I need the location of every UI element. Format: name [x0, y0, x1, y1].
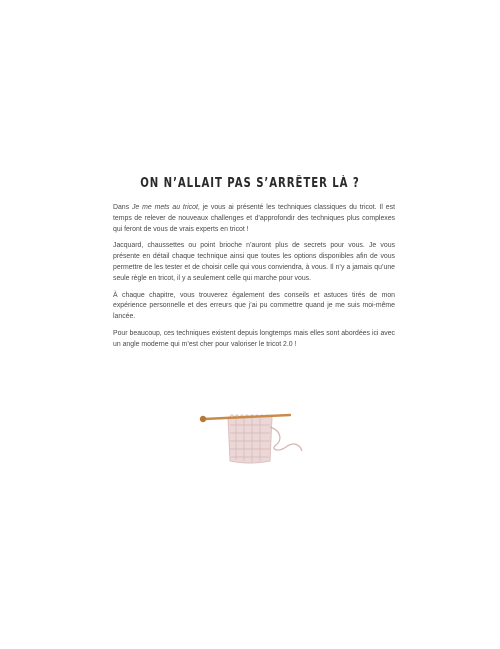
- paragraph-3: À chaque chapitre, vous trouverez également des conseils et astuces tirés de mon expérience personnelle et des erreurs que j’ai pu commettre quand je me suis moi-même lancée.: [113, 291, 395, 321]
- paragraph-2: Jacquard, chaussettes ou point brioche n’auront plus de secrets pour vous. Je vous présente en détail chaque technique ainsi que toutes les options disponibles afin de vous permettre de les tester et de choisir celle qui vous conviendra, à vous. Il n’y a jamais qu’une seule règle en tricot, il y a seulement celle qui marche pour vous.: [113, 242, 395, 282]
- page-title: ON N’ALLAIT PAS S’ARRÊTER LÀ ?: [140, 176, 360, 191]
- book-title-emphasis: Je me mets au tricot: [131, 204, 198, 211]
- paragraph-1: Dans Je me mets au tricot, je vous ai présenté les techniques classiques du tricot. Il est temps de relever de nouveaux challenges et d’approfondir des techniques plus complexes qui feront de vous de vrais experts en tricot !: [113, 204, 395, 233]
- knitting-swatch-on-needle-icon: [190, 405, 310, 475]
- paragraph-4: Pour beaucoup, ces techniques existent depuis longtemps mais elles sont abordées ici avec un angle moderne qui m’est cher pour valoriser le tricot 2.0 !: [113, 329, 395, 348]
- intro-text: [113, 203, 395, 357]
